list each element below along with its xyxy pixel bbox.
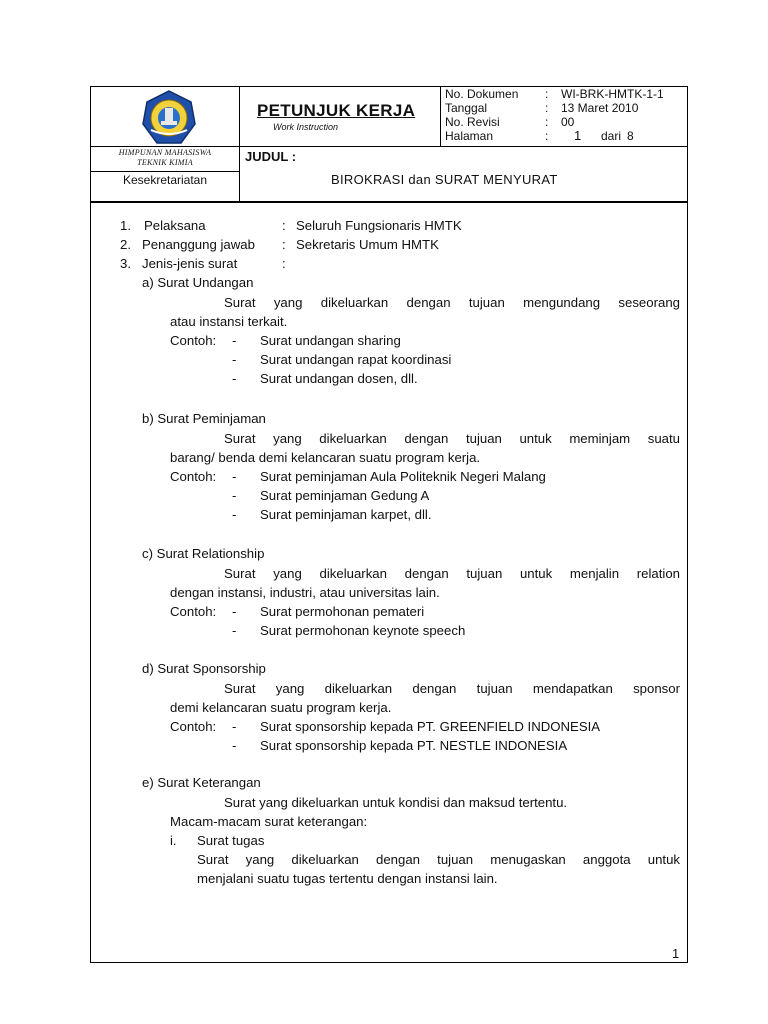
section-a-desc: Surat yang dikeluarkan dengan tujuan mengundang seseorang <box>224 295 680 310</box>
section-a-desc-cont: atau instansi terkait. <box>170 314 288 329</box>
section-c-desc: Surat yang dikeluarkan dengan tujuan untuk menjalin relation <box>224 566 680 581</box>
section-c-heading: c) Surat Relationship <box>142 546 265 561</box>
judul-value: BIROKRASI dan SURAT MENYURAT <box>331 172 558 187</box>
section-e-heading: e) Surat Keterangan <box>142 775 261 790</box>
doc-title: PETUNJUK KERJA <box>257 101 416 120</box>
section-b-desc: Surat yang dikeluarkan dengan tujuan untuk meminjam suatu <box>224 431 680 446</box>
section-c-example: Contoh: - Surat permohonan pemateri <box>170 604 425 619</box>
section-c-desc-cont: dengan instansi, industri, atau universitas lain. <box>170 585 440 600</box>
hmtk-logo <box>141 90 197 146</box>
section-d-example: Contoh: - Surat sponsorship kepada PT. GREENFIELD INDONESIA <box>170 719 601 734</box>
section-e-sub-desc: Surat yang dikeluarkan dengan tujuan menugaskan anggota untuk <box>197 852 680 867</box>
list-item: 2. Penanggung jawab : Sekretaris Umum HMTK <box>120 237 439 252</box>
list-item: 1. Pelaksana : Seluruh Fungsionaris HMTK <box>120 218 462 233</box>
section-e-sub-heading: i. Surat tugas <box>170 833 265 848</box>
judul-label: JUDUL : <box>245 149 297 164</box>
section-a-example: Contoh: - Surat undangan sharing <box>170 333 401 348</box>
section-d-desc: Surat yang dikeluarkan dengan tujuan mendapatkan sponsor <box>224 681 680 696</box>
section-e-desc: Surat yang dikeluarkan untuk kondisi dan maksud tertentu. <box>224 795 568 810</box>
section-d-heading: d) Surat Sponsorship <box>142 661 266 676</box>
document-header: HIMPUNAN MAHASISWA TEKNIK KIMIA Kesekretariatan PETUNJUK KERJA Work Instruction No. Dokumen : WI-BRK-HMTK-1-1 Tanggal : 13 Maret 2010 No. Revisi : 00 Halaman : 1 dari 8 JUDUL : BIROKRASI dan SURAT MENYURAT <box>91 87 687 203</box>
doc-subtitle: Work Instruction <box>273 122 339 132</box>
section-e-sub-desc-cont: menjalani suatu tugas tertentu dengan instansi lain. <box>197 871 498 886</box>
page-number: 1 <box>672 946 680 961</box>
section-b-heading: b) Surat Peminjaman <box>142 411 266 426</box>
section-e-macam: Macam-macam surat keterangan: <box>170 814 368 829</box>
section-d-desc-cont: demi kelancaran suatu program kerja. <box>170 700 392 715</box>
section-b-example: Contoh: - Surat peminjaman Aula Politeknik Negeri Malang <box>170 469 546 484</box>
department-name: Kesekretariatan <box>122 173 208 187</box>
list-item: 3. Jenis-jenis surat : <box>120 256 286 271</box>
organization-name: HIMPUNAN MAHASISWA TEKNIK KIMIA <box>118 148 212 167</box>
section-a-heading: a) Surat Undangan <box>142 275 254 290</box>
section-b-desc-cont: barang/ benda demi kelancaran suatu program kerja. <box>170 450 481 465</box>
